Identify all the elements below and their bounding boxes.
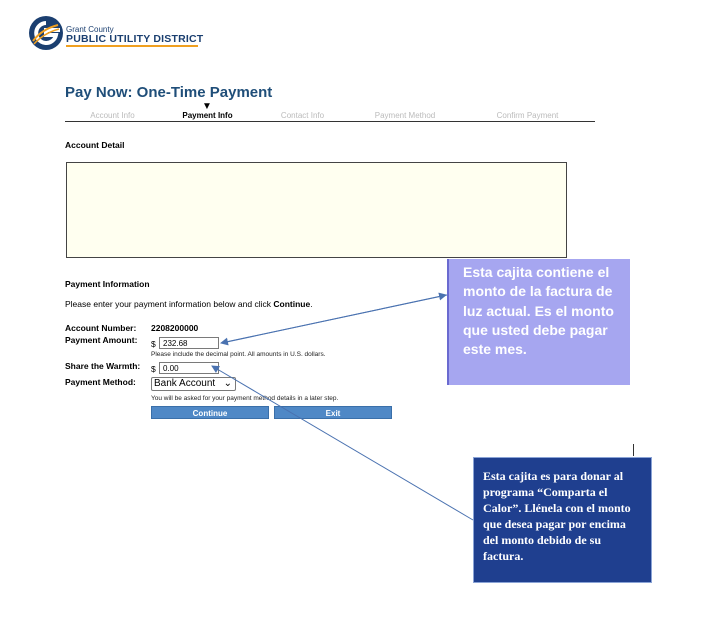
logo-county-text: Grant County bbox=[66, 25, 114, 34]
step-confirm-payment: Confirm Payment bbox=[496, 111, 559, 120]
payment-amount-input[interactable]: 232.68 bbox=[159, 337, 219, 349]
current-step-marker-icon: ▼ bbox=[202, 101, 212, 112]
payment-amount-note: Please include the decimal point. All amounts in U.S. dollars. bbox=[151, 351, 326, 358]
payment-method-note: You will be asked for your payment method details in a later step. bbox=[151, 395, 339, 402]
exit-button[interactable]: Exit bbox=[274, 406, 392, 419]
step-account-info: Account Info bbox=[90, 111, 135, 120]
page-title: Pay Now: One-Time Payment bbox=[65, 84, 273, 101]
share-warmth-input[interactable]: 0.00 bbox=[159, 362, 219, 374]
payment-information-heading: Payment Information bbox=[65, 279, 150, 289]
payment-method-selected: Bank Account bbox=[154, 378, 216, 389]
logo-name-text: PUBLIC UTILITY DISTRICT bbox=[66, 33, 204, 45]
share-warmth-label: Share the Warmth: bbox=[65, 361, 141, 371]
instruction-action-text: Continue bbox=[273, 299, 311, 309]
chevron-down-icon: ⌄ bbox=[223, 378, 232, 389]
account-number-label: Account Number: bbox=[65, 323, 137, 333]
payment-amount-label: Payment Amount: bbox=[65, 335, 138, 345]
payment-method-label: Payment Method: bbox=[65, 377, 136, 387]
amount-callout: Esta cajita contiene el monto de la factura de luz actual. Es el monto que usted debe pagar este mes. bbox=[447, 259, 630, 385]
payment-amount-currency: $ bbox=[151, 339, 156, 349]
step-payment-method: Payment Method bbox=[374, 111, 436, 120]
step-payment-info: Payment Info bbox=[182, 111, 233, 120]
instruction-suffix: . bbox=[310, 299, 313, 309]
account-detail-heading: Account Detail bbox=[65, 140, 125, 150]
share-warmth-currency: $ bbox=[151, 364, 156, 374]
donation-arrow bbox=[212, 366, 473, 520]
instruction-text: Please enter your payment information below and click bbox=[65, 299, 274, 309]
continue-button[interactable]: Continue bbox=[151, 406, 269, 419]
donation-callout: Esta cajita es para donar al programa “Comparta el Calor”. Llénela con el monto que desea pagar por encima del monto debido de su factura. bbox=[473, 457, 652, 583]
account-number-value: 2208200000 bbox=[151, 323, 199, 333]
step-contact-info: Contact Info bbox=[280, 111, 325, 120]
amount-arrow-head-back bbox=[222, 295, 446, 343]
